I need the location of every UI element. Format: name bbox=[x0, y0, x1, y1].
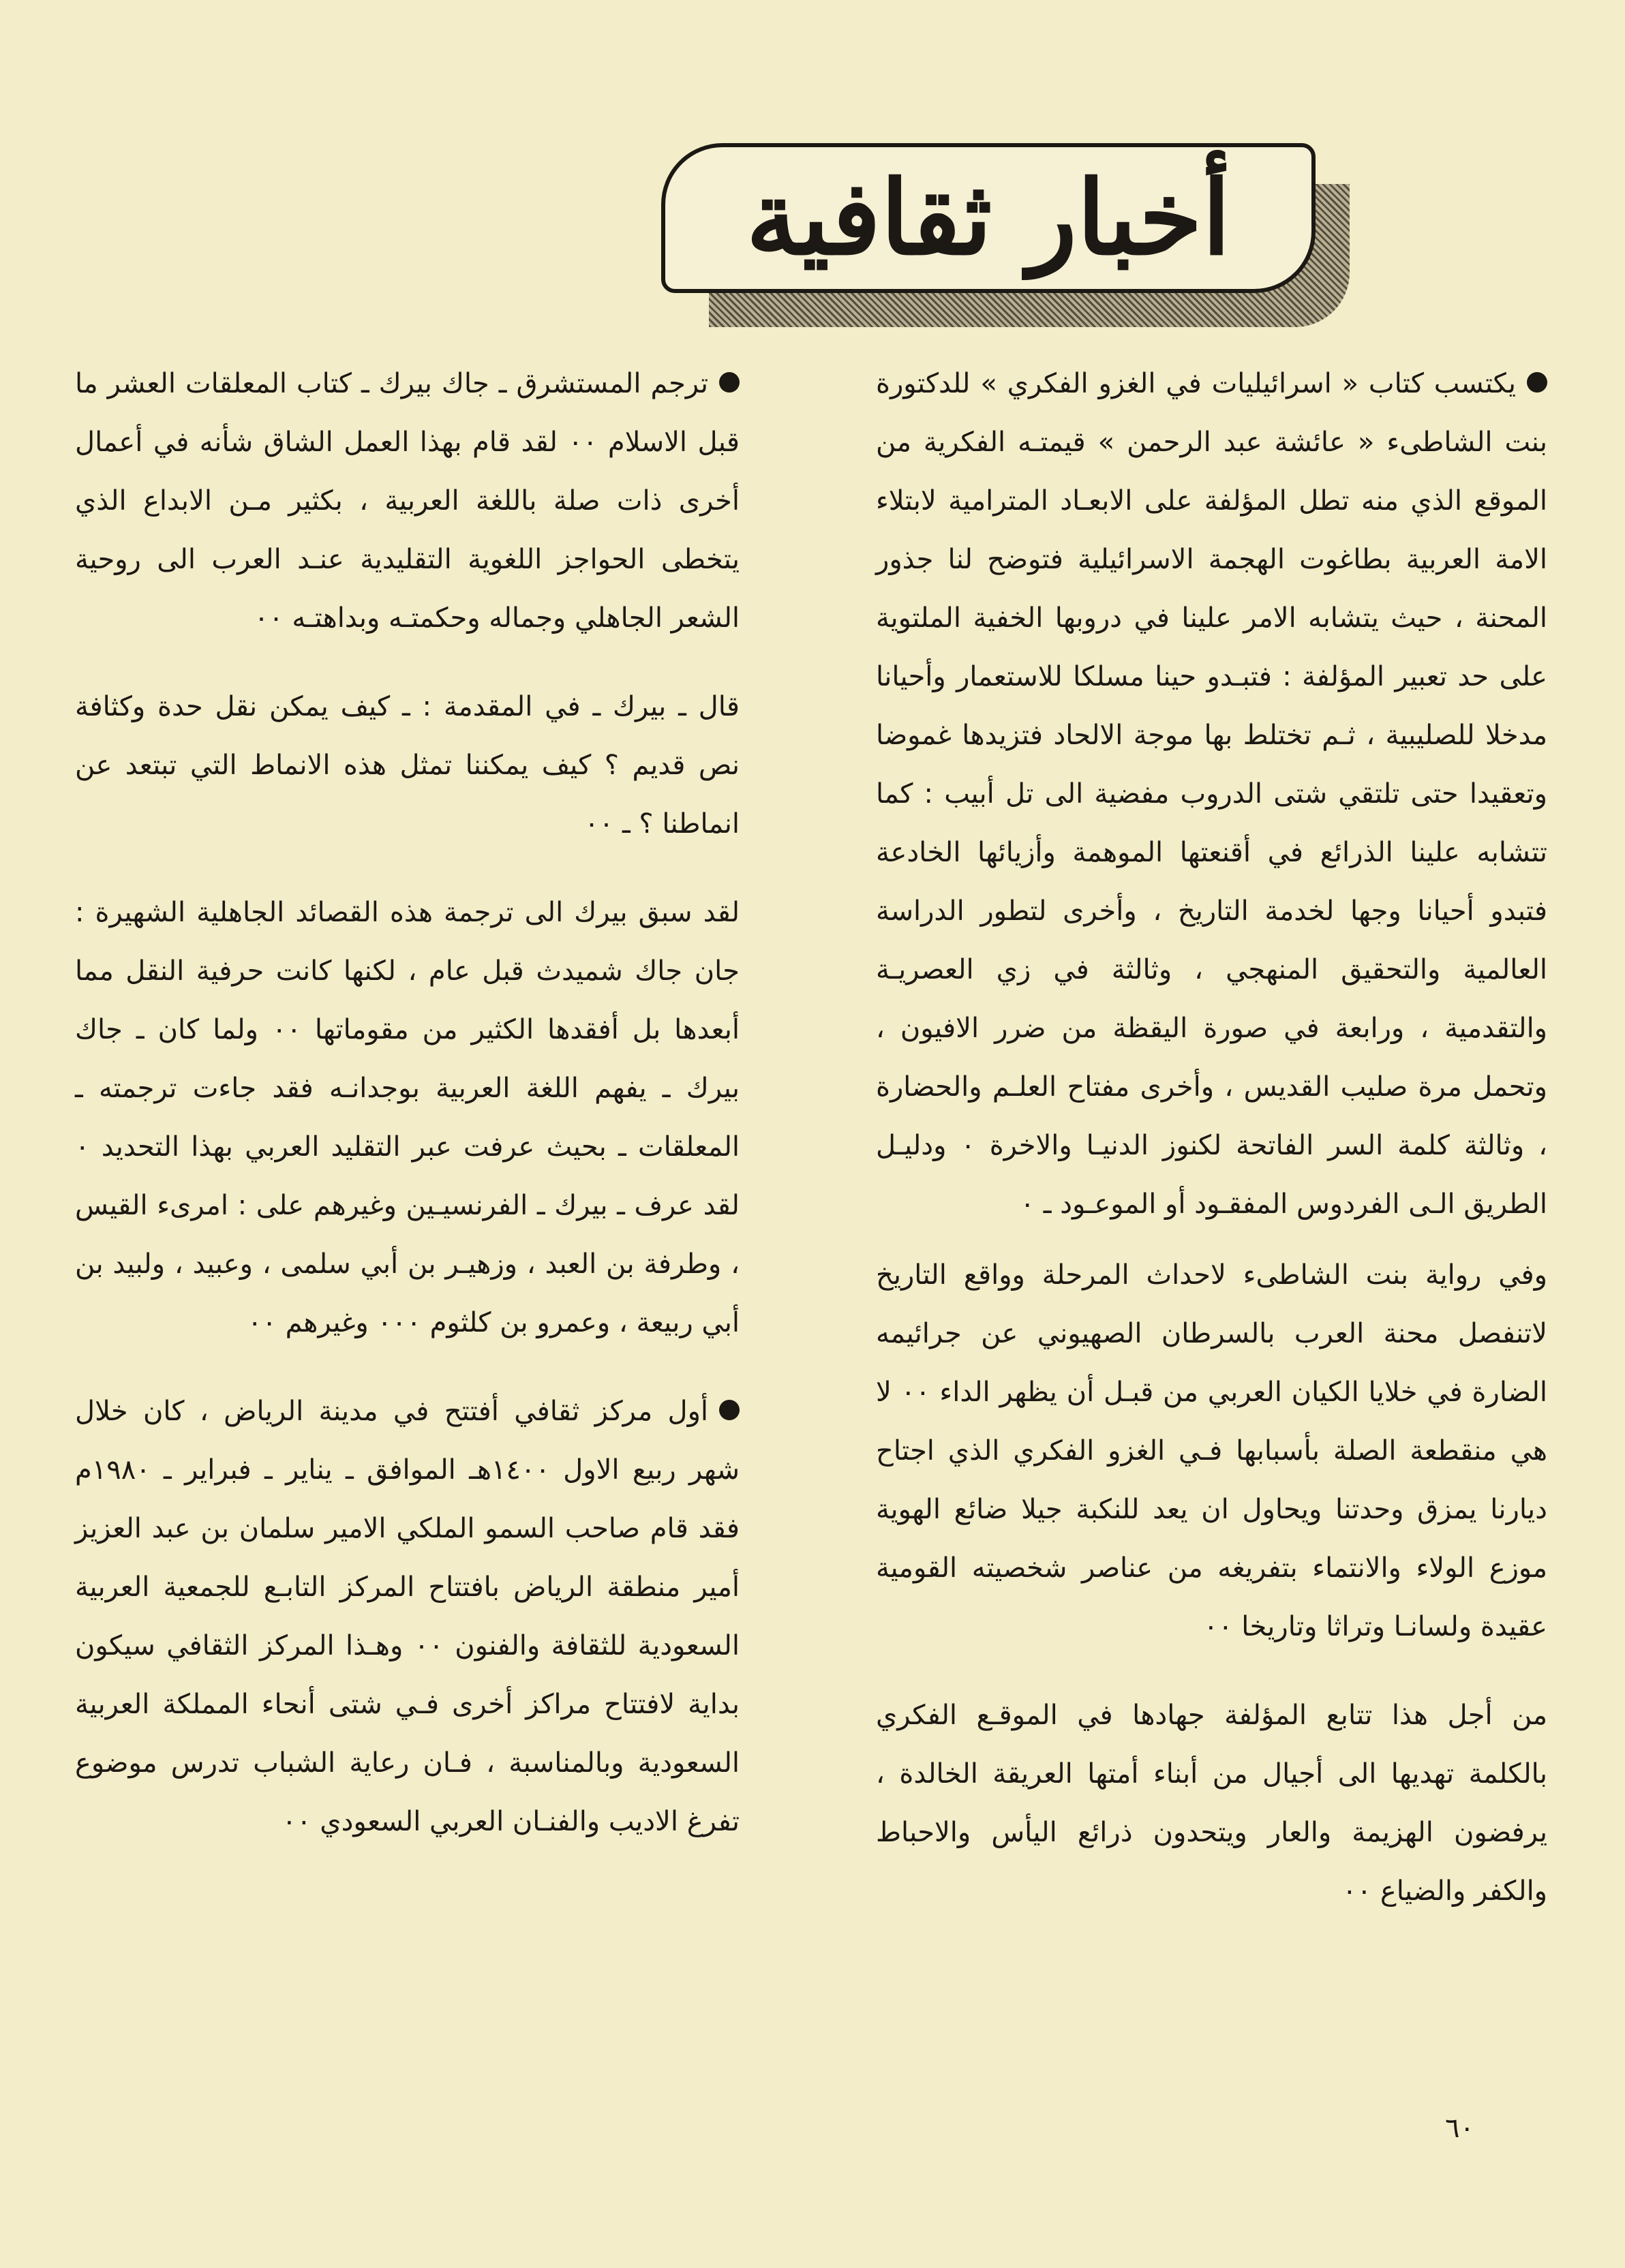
article-paragraph bbox=[75, 1382, 740, 1851]
article-paragraph: لقد سبق بيرك الى ترجمة هذه القصائد الجاهلية الشهيرة : جان جاك شميدث قبل عام ، لكنها كانت حرفية النقل مما أبعدها بل أفقدها الكثير من مقوماتها ٠٠ ولما كان ـ جاك بيرك ـ يفهم اللغة العربية بوجدانـه فقد جاءت ترجمته ـ المعلقات ـ بحيث عرفت عبر التقليد العربي بهذا التحديد ٠ لقد عرف ـ بيرك ـ الفرنسيـين وغيرهم على : امرىء القيس ، وطرفة بن العبد ، وزهيـر بن أبي سلمى ، وعبيد ، ولبيد بن أبي ربيعة ، وعمرو بن كلثوم ٠٠٠ وغيرهم ٠٠ bbox=[75, 897, 740, 1338]
page-number: ٦٠ bbox=[1445, 2113, 1474, 2144]
header-frame bbox=[661, 143, 1316, 293]
article-paragraph: قال ـ بيرك ـ في المقدمة : ـ كيف يمكن نقل حدة وكثافة نص قديم ؟ كيف يمكننا تمثل هذه الانماط التي تبتعد عن انماطنا ؟ ـ ٠٠ bbox=[75, 691, 740, 840]
paragraph-text: ترجم المستشرق ـ جاك بيرك ـ كتاب المعلقات العشر ما قبل الاسلام ٠٠ لقد قام بهذا العمل الشاق شأنه في أعمال أخرى ذات صلة باللغة العربية ، بكثير مـن الابداع الذي يتخطى الحواجز اللغوية التقليدية عنـد العرب الى روحية الشعر الجاهلي وجماله وحكمتـه وبداهتـه ٠٠ bbox=[75, 368, 740, 634]
bullet-icon bbox=[1527, 372, 1547, 393]
article-paragraph: من أجل هذا تتابع المؤلفة جهادها في الموقـع الفكري بالكلمة تهديها الى أجيال من أبناء أمتها العريقة الخالدة ، يرفضون الهزيمة والعار ويتحدون ذرائع اليأس والاحباط والكفر والضياع ٠٠ bbox=[876, 1700, 1547, 1907]
left-column bbox=[75, 354, 740, 1851]
paragraph-text: يكتسب كتاب « اسرائيليات في الغزو الفكري » للدكتورة بنت الشاطىء « عائشة عبد الرحمن » قيمتـه الفكرية من الموقع الذي منه تطل المؤلفة على الابعـاد المترامية لابتلاء الامة العربية بطاغوت الهجمة الاسرائيلية فتوضح لنا جذور المحنة ، حيث يتشابه الامر علينا في دروبها الخفية الملتوية على حد تعبير المؤلفة : فتبـدو حينا مسلكا للاستعمار وأحيانا مدخلا للصليبية ، ثـم تختلط بها موجة الالحاد فتزيدها غموضا وتعقيدا حتى تلتقي شتى الدروب مفضية الى تل أبيب : كما تتشابه علينا الذرائع في أقنعتها الموهمة وأزيائها الخادعة فتبدو أحيانا وجها لخدمة التاريخ ، وأخرى لتطور الدراسة العالمية والتحقيق المنهجي ، وثالثة في زي العصريـة والتقدمية ، ورابعة في صورة اليقظة من ضرر الافيون ، وتحمل مرة صليب القديس ، وأخرى مفتاح العلـم والحضارة ، وثالثة كلمة السر الفاتحة لكنوز الدنيـا والاخرة ٠ ودليـل الطريق الـى الفردوس المفقـود أو الموعـود ـ ٠ bbox=[876, 368, 1547, 1220]
paragraph-text: أول مركز ثقافي أفتتح في مدينة الرياض ، كان خلال شهر ربيع الاول ١٤٠٠هـ الموافق ـ يناير ـ فبراير ـ ١٩٨٠م فقد قام صاحب السمو الملكي الامير سلمان بن عبد العزيز أمير منطقة الرياض بافتتاح المركز التابـع للجمعية العربية السعودية للثقافة والفنون ٠٠ وهـذا المركز الثقافي سيكون بداية لافتتاح مراكز أخرى فـي شتى أنحاء المملكة العربية السعودية وبالمناسبة ، فـان رعاية الشباب تدرس موضوع تفرغ الاديب والفنـان العربي السعودي ٠٠ bbox=[75, 1396, 740, 1837]
article-paragraph bbox=[75, 354, 740, 647]
article-paragraph bbox=[876, 354, 1547, 1233]
article-paragraph: وفي رواية بنت الشاطىء لاحداث المرحلة وواقع التاريخ لاتنفصل محنة العرب بالسرطان الصهيوني عن جرائيمه الضارة في خلايا الكيان العربي من قبـل أن يظهر الداء ٠٠ لا هي منقطعة الصلة بأسبابها فـي الغزو الفكري الذي اجتاح ديارنا يمزق وحدتنا ويحاول ان يعد للنكبة جيلا ضائع الهوية موزع الولاء والانتماء بتفريغه من عناصر شخصيته القومية عقيدة ولسانـا وتراثا وتاريخا ٠٠ bbox=[876, 1259, 1548, 1642]
section-title: أخبار ثقافية bbox=[746, 158, 1231, 278]
right-column bbox=[876, 354, 1547, 1920]
bullet-icon bbox=[719, 1400, 740, 1420]
bullet-icon bbox=[719, 372, 740, 393]
section-header bbox=[661, 143, 1350, 327]
